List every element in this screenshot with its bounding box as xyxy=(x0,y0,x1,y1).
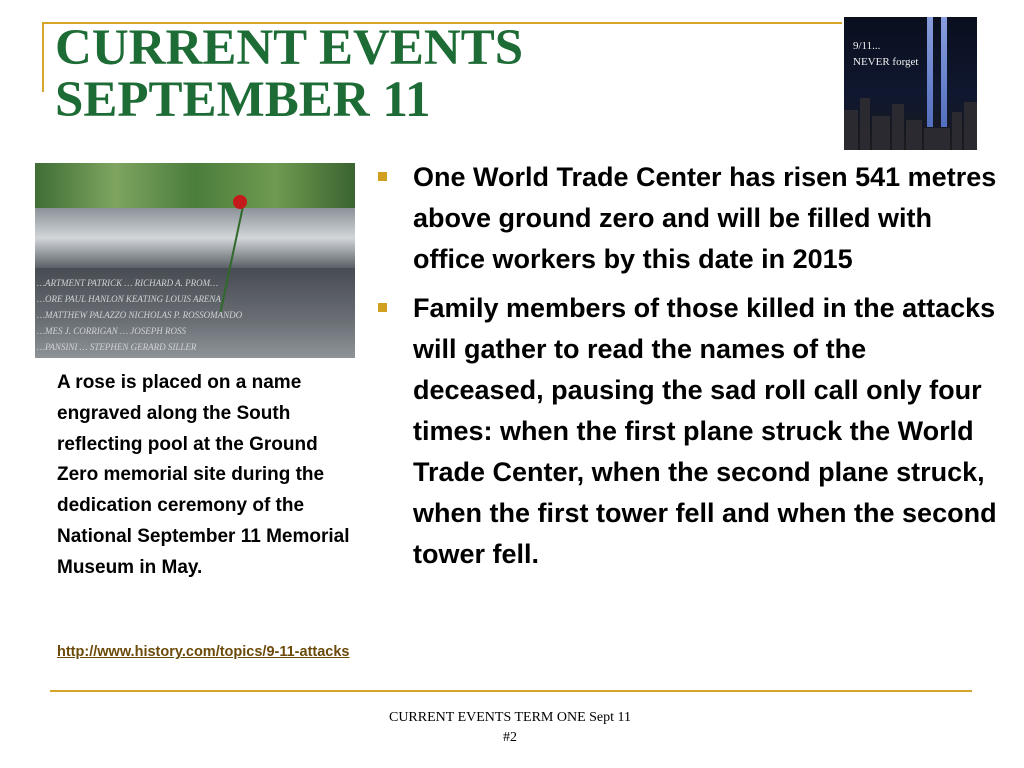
photo-engraved-names xyxy=(35,275,355,355)
engraved-name-row: …MATTHEW PALAZZO NICHOLAS P. ROSSOMANDO xyxy=(37,310,243,320)
bullet-list xyxy=(378,157,998,583)
rose-flower xyxy=(233,195,247,209)
history-source-link[interactable]: http://www.history.com/topics/9-11-attacks xyxy=(57,644,350,660)
bullet-text: One World Trade Center has risen 541 metres above ground zero and will be filled with office workers by this date in 2015 xyxy=(413,162,997,274)
photo-caption: A rose is placed on a name engraved along the South reflecting pool at the Ground Zero memorial site during the dedication ceremony of the National September 11 Memorial Museum in May. xyxy=(57,372,350,578)
engraved-name-row: …PANSINI … STEPHEN GERARD SILLER xyxy=(37,342,197,352)
slide-title-line-2: SEPTEMBER 11 xyxy=(55,72,431,128)
bullet-square-icon xyxy=(378,303,387,312)
bullet-item xyxy=(378,288,998,575)
city-skyline xyxy=(844,92,977,150)
slide-title-line-1: CURRENT EVENTS xyxy=(55,20,524,76)
title-frame-left-rule xyxy=(42,22,44,92)
photo-trees xyxy=(35,163,355,208)
photo-reflecting-pool xyxy=(35,208,355,268)
badge-line-1: 9/11... xyxy=(853,40,881,52)
bullet-text: Family members of those killed in the attacks will gather to read the names of the deceased, pausing the sad roll call only four times: when the first plane struck the World Trade Center, when the second plane struck, when the first tower fell and when the second tower fell. xyxy=(413,293,997,569)
bullet-item xyxy=(378,157,998,280)
memorial-rose-photo xyxy=(35,163,355,358)
footer-line-2: #2 xyxy=(503,730,517,745)
engraved-name-row: …ORE PAUL HANLON KEATING LOUIS ARENA xyxy=(37,294,221,304)
slide-title xyxy=(55,22,523,126)
footer-line-1: CURRENT EVENTS TERM ONE Sept 11 xyxy=(388,710,632,725)
footer-rule xyxy=(50,690,972,692)
slide-footer xyxy=(330,708,690,748)
engraved-name-row: …ARTMENT PATRICK … RICHARD A. PROM… xyxy=(37,278,219,288)
bullet-square-icon xyxy=(378,172,387,181)
badge-line-2: NEVER forget xyxy=(853,56,919,68)
engraved-name-row: …MES J. CORRIGAN … JOSEPH ROSS xyxy=(37,326,186,336)
never-forget-image xyxy=(844,17,977,150)
never-forget-text xyxy=(853,38,918,70)
